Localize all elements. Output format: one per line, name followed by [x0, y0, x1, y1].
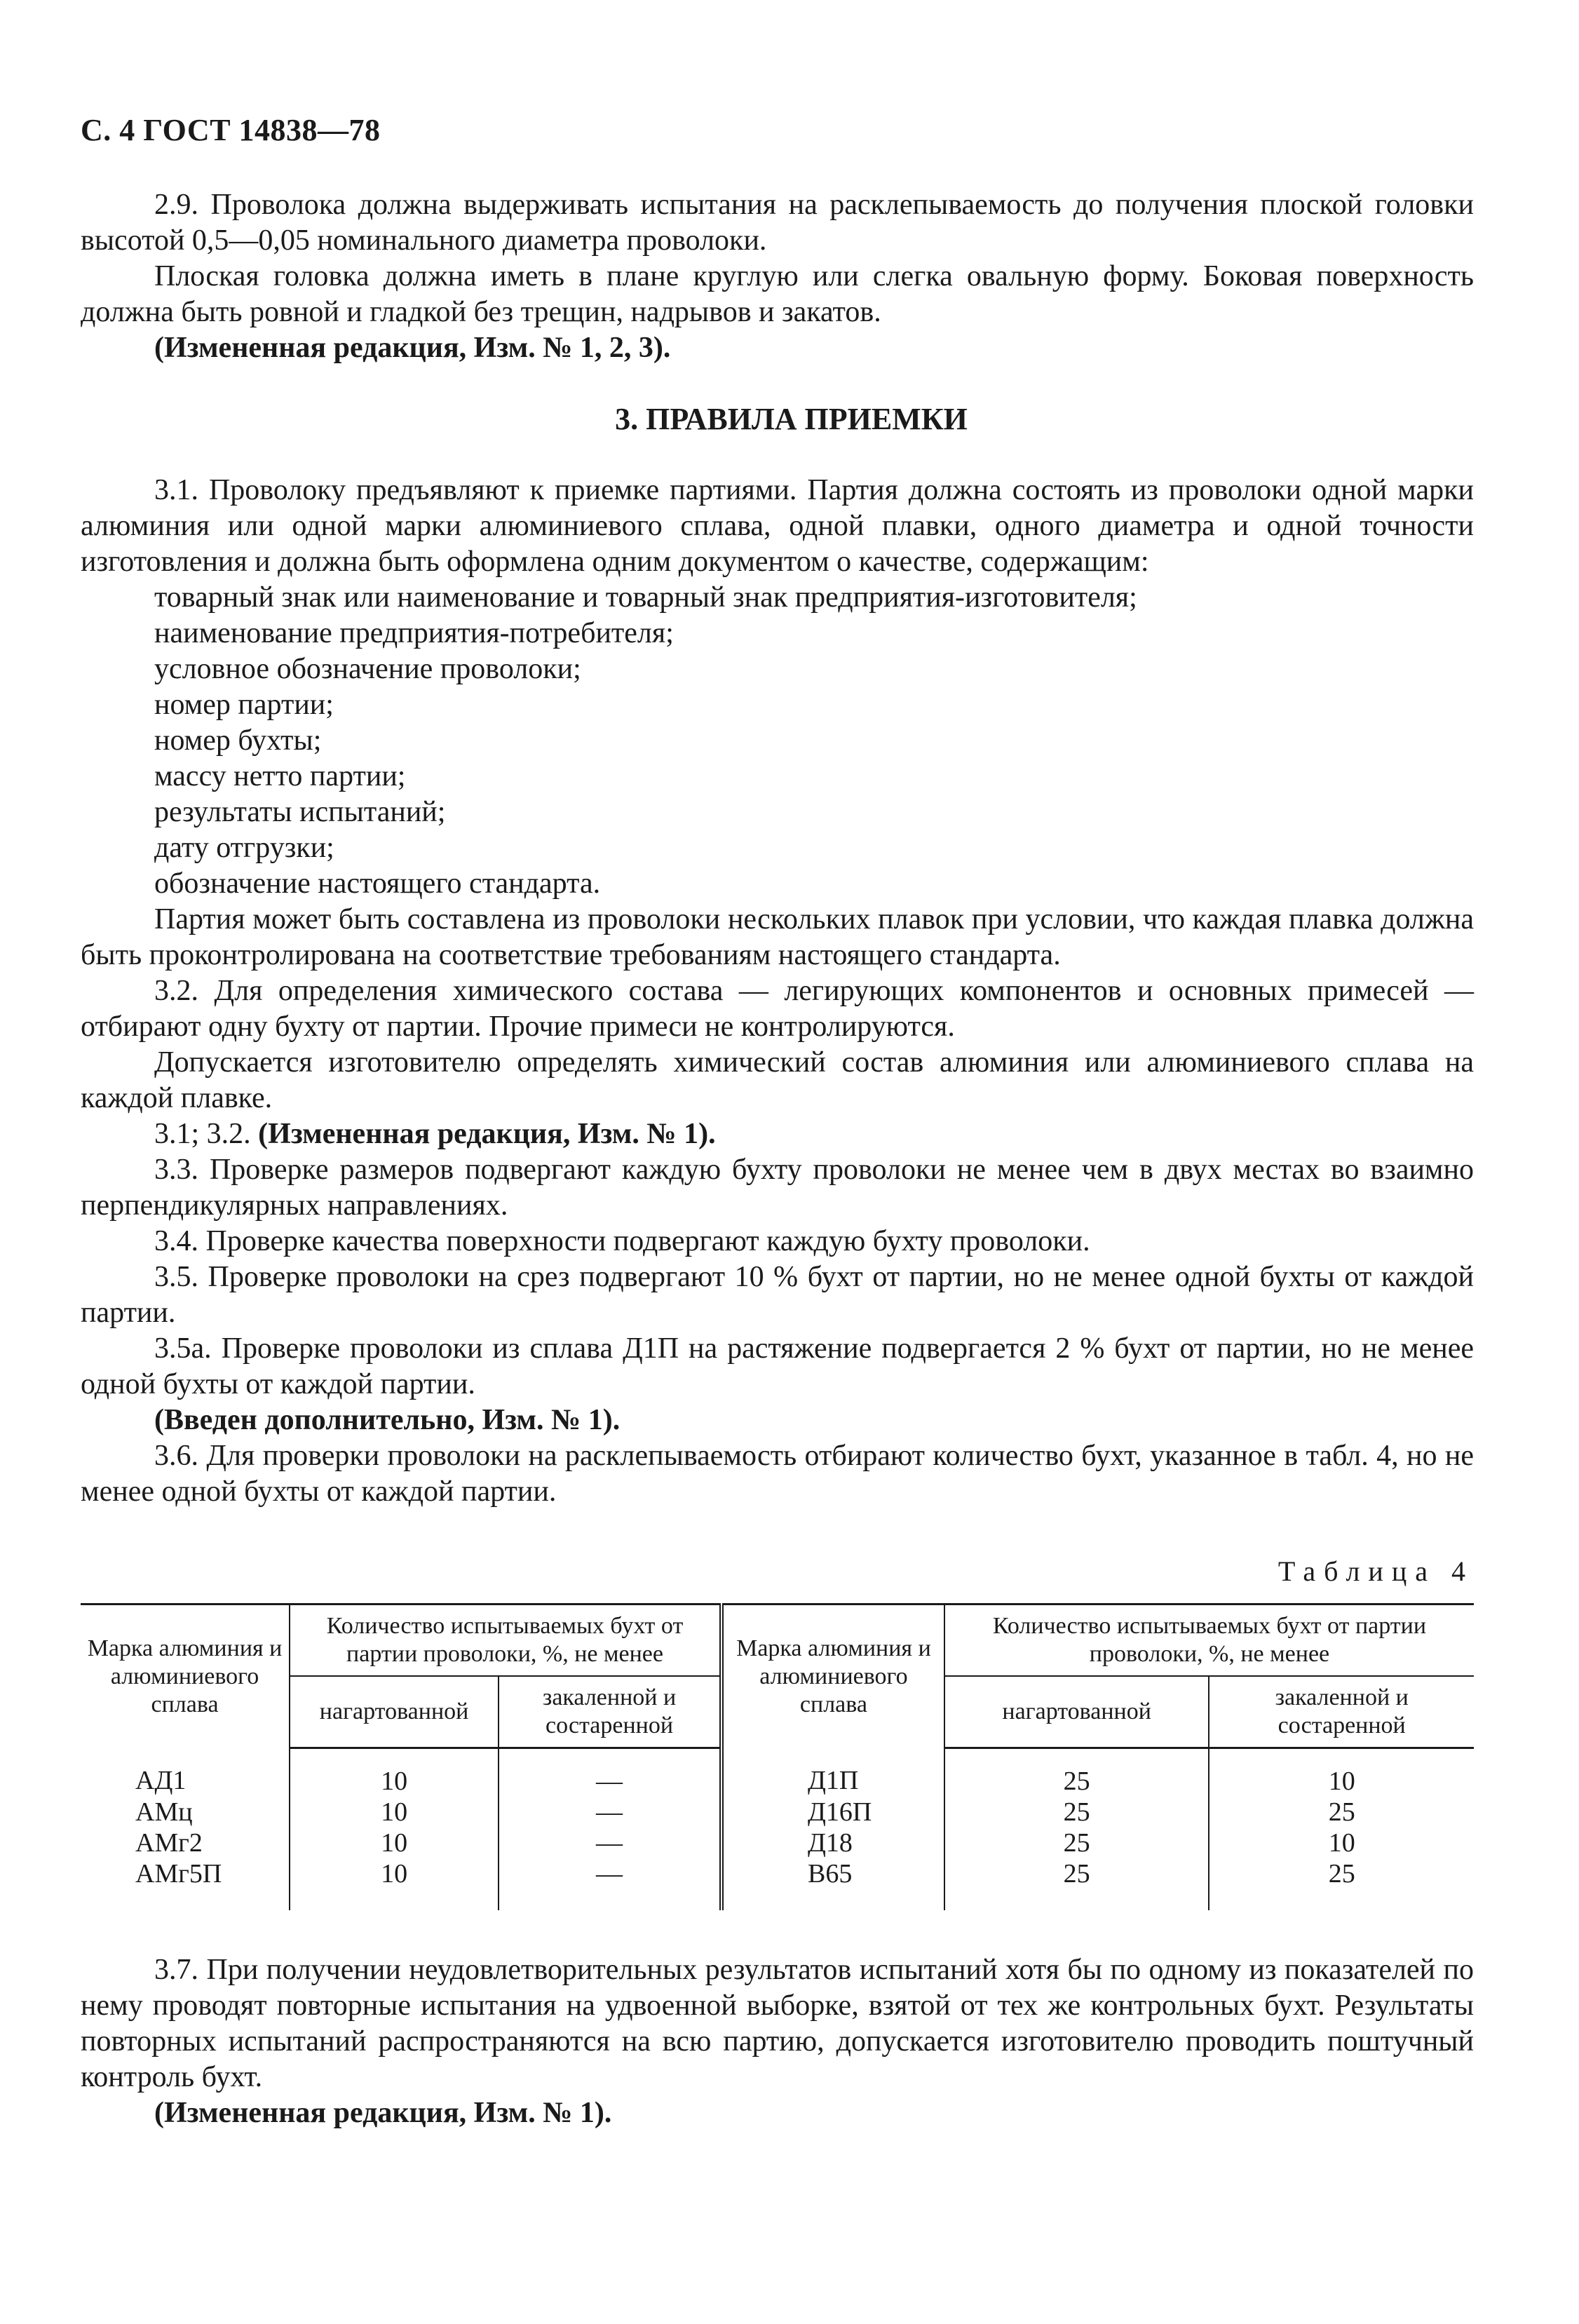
value-cell: 10 [1209, 1748, 1474, 1797]
spacer [81, 1910, 1474, 1952]
list-item: товарный знак или наименование и товарный знак предприятия-изготовителя; [154, 581, 1137, 614]
amendment-text: (Измененная редакция, Изм. № 1). [258, 1118, 716, 1150]
paragraph-flat-head: Плоская головка должна иметь в плане круглую или слегка овальную форму. Боковая поверхность должна быть ровной и гладкой без трещин, надрывов и закатов. [81, 260, 1474, 328]
value-cell: 10 [1209, 1828, 1474, 1858]
value-cell: — [499, 1748, 721, 1797]
introduced-note: (Введен дополнительно, Изм. № 1). [154, 1404, 621, 1436]
value-cell: 10 [290, 1748, 499, 1797]
grade-cell: Д1П [721, 1748, 944, 1797]
amendment-note-final: (Измененная редакция, Изм. № 1). [154, 2097, 612, 2129]
list-item: дату отгрузки; [154, 832, 334, 864]
value-cell: 25 [1209, 1797, 1474, 1828]
table-row [81, 1748, 1474, 1797]
grade-cell: АМг2 [135, 1828, 203, 1858]
list-item: номер партии; [154, 689, 334, 721]
table-row [81, 1797, 1474, 1828]
table-caption: Таблица 4 [1278, 1555, 1474, 1587]
list-item: массу нетто партии; [154, 760, 406, 792]
table-4 [81, 1603, 1474, 1910]
amendment-prefix: 3.1; 3.2. [154, 1118, 259, 1150]
paragraph-2-9: 2.9. Проволока должна выдерживать испытания на расклепываемость до получения плоской головки высотой 0,5—0,05 номинального диаметра проволоки. [81, 189, 1474, 257]
grade-cell: В65 [721, 1858, 944, 1910]
table-row [81, 1858, 1474, 1910]
grade-cell: АД1 [135, 1766, 187, 1796]
grade-cell: АМц [135, 1797, 193, 1827]
paragraph-3-2: 3.2. Для определения химического состава — легирующих компонентов и основных примесей — отбирают одну бухту от партии. Прочие примеси не контролируются. [81, 975, 1474, 1043]
value-cell: 25 [1209, 1858, 1474, 1910]
grade-cell: Д16П [721, 1797, 944, 1828]
paragraph-3-4: 3.4. Проверке качества поверхности подвергают каждую бухту проволоки. [154, 1225, 1090, 1257]
list-item: наименование предприятия-потребителя; [154, 617, 674, 649]
section-title: 3. ПРАВИЛА ПРИЕМКИ [615, 402, 968, 436]
list-item: обозначение настоящего стандарта. [154, 867, 601, 900]
value-cell: 10 [290, 1858, 499, 1910]
header-quenched-left: закаленной и состаренной [499, 1676, 721, 1748]
paragraph-3-5a: 3.5а. Проверке проволоки из сплава Д1П на растяжение подвергается 2 % бухт от партии, но не менее одной бухты от каждой партии. [81, 1332, 1474, 1400]
value-cell: 25 [944, 1828, 1209, 1858]
value-cell: 25 [944, 1748, 1209, 1797]
amendment-note-3-1-3-2 [81, 1116, 1474, 1152]
list-item: результаты испытаний; [154, 796, 446, 828]
paragraph-3-5: 3.5. Проверке проволоки на срез подвергают 10 % бухт от партии, но не менее одной бухты от каждой партии. [81, 1261, 1474, 1329]
value-cell: 25 [944, 1858, 1209, 1910]
grade-cell: Д18 [721, 1828, 944, 1858]
value-cell: — [499, 1858, 721, 1910]
amendment-note: (Измененная редакция, Изм. № 1, 2, 3). [154, 332, 671, 364]
header-hardened-right: нагартованной [944, 1676, 1209, 1748]
header-qty-right: Количество испытываемых бухт от партии проволоки, %, не менее [944, 1604, 1474, 1677]
header-hardened-left: нагартованной [290, 1676, 499, 1748]
paragraph-3-7: 3.7. При получении неудовлетворительных результатов испытаний хотя бы по одному из показателей по нему проводят повторные испытания на удвоенной выборке, взятой от тех же контрольных бухт. Результаты повторных испытаний распространяются на всю партию, допускается изготовителю проводить поштучный контроль бухт. [81, 1954, 1474, 2093]
page-header: С. 4 ГОСТ 14838—78 [81, 113, 381, 147]
header-qty-left: Количество испытываемых бухт от партии проволоки, %, не менее [290, 1604, 721, 1677]
paragraph-3-3: 3.3. Проверке размеров подвергают каждую бухту проволоки не менее чем в двух местах во взаимно перпендикулярных направлениях. [81, 1154, 1474, 1222]
list-item: условное обозначение проволоки; [154, 653, 581, 685]
value-cell: 10 [290, 1828, 499, 1858]
value-cell: 10 [290, 1797, 499, 1828]
value-cell: — [499, 1828, 721, 1858]
paragraph-allowance: Допускается изготовителю определять химический состав алюминия или алюминиевого сплава на каждой плавке. [81, 1046, 1474, 1114]
header-grade-left: Марка алюминия и алюминиевого сплава [81, 1604, 290, 1748]
paragraph-batch: Партия может быть составлена из проволоки нескольких плавок при условии, что каждая плавка должна быть проконтролирована на соответствие требованиям настоящего стандарта. [81, 903, 1474, 971]
paragraph-3-1: 3.1. Проволоку предъявляют к приемке партиями. Партия должна состоять из проволоки одной марки алюминия или одной марки алюминиевого сплава, одной плавки, одного диаметра и одной точности изготовления и должна быть оформлена одним документом о качестве, содержащим: [81, 474, 1474, 578]
header-quenched-right: закаленной и состаренной [1209, 1676, 1474, 1748]
value-cell: — [499, 1797, 721, 1828]
header-grade-right: Марка алюминия и алюминиевого сплава [721, 1604, 944, 1748]
table-row [81, 1828, 1474, 1858]
value-cell: 25 [944, 1797, 1209, 1828]
list-item: номер бухты; [154, 724, 322, 757]
paragraph-3-6: 3.6. Для проверки проволоки на расклепываемость отбирают количество бухт, указанное в табл. 4, но не менее одной бухты от каждой партии. [81, 1440, 1474, 1508]
grade-cell: АМг5П [135, 1859, 222, 1889]
